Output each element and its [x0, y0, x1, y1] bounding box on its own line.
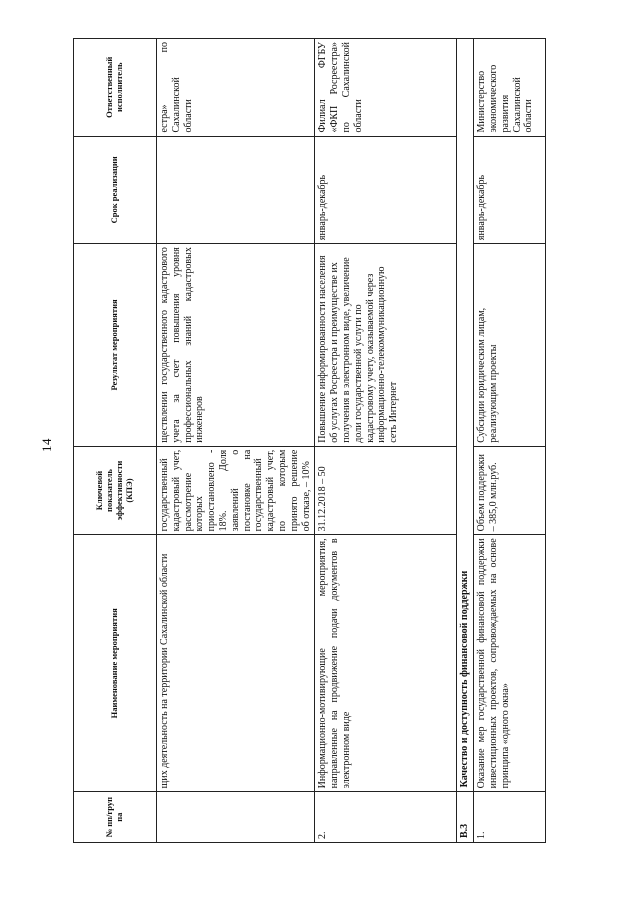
row-result: ществлении государственного кадастрового учета за счет повышения уровня профессиональных знаний кадастровых инженеров	[157, 244, 315, 447]
row-name: Информационно-мотивирующие мероприятия, направленные на продвижение подачи документов в электронном виде	[315, 535, 457, 792]
row-name: Оказание мер государственной финансовой поддержки инвестиционных проектов, сопровождаемых на основе принципа «одного окна»	[474, 535, 546, 792]
row-name: щих деятельность на территории Сахалинской области	[157, 535, 315, 792]
table-row	[315, 39, 457, 843]
row-term	[157, 136, 315, 244]
events-table	[73, 38, 546, 843]
header-kpi: Ключевой показатель эффективности (КПЭ)	[74, 446, 157, 535]
row-num: 2.	[315, 792, 457, 843]
table-wrapper	[73, 38, 588, 843]
section-num: В.3	[457, 792, 474, 843]
row-kpi: 31.12.2018 – 50	[315, 446, 457, 535]
rotated-table-container	[73, 38, 588, 843]
row-responsible: Министерство экономического развития Сахалинской области	[474, 39, 546, 137]
table-row	[474, 39, 546, 843]
row-num: 1.	[474, 792, 546, 843]
page-number: 14	[39, 438, 54, 452]
table-header-row	[74, 39, 157, 843]
row-kpi: государственный кадастровый учет, рассмотрение которых приостановлено - 18%. Доля заявлений о постановке на государственный кадастровый учет, по которым принято решение об отказе, – 10%	[157, 446, 315, 535]
header-responsible: Ответственный исполнитель	[74, 39, 157, 137]
row-term: январь-декабрь	[315, 136, 457, 244]
section-row	[457, 39, 474, 843]
header-term: Срок реализации	[74, 136, 157, 244]
header-result: Результат мероприятия	[74, 244, 157, 447]
row-num	[157, 792, 315, 843]
header-name: Наименование мероприятия	[74, 535, 157, 792]
section-title: Качество и доступность финансовой поддержки	[457, 39, 474, 792]
row-responsible: Филиал ФГБУ «ФКП Росреестра» по Сахалинской области	[315, 39, 457, 137]
row-responsible: естра» по Сахалинской области	[157, 39, 315, 137]
row-result: Субсидии юридическим лицам, реализующим проекты	[474, 244, 546, 447]
table-row	[157, 39, 315, 843]
header-num: № пп/груп па	[74, 792, 157, 843]
row-term: январь-декабрь	[474, 136, 546, 244]
row-kpi: Объем поддержки – 385,0 млн.руб.	[474, 446, 546, 535]
row-result: Повышение информированности населения об услугах Росреестра и преимуществе их получения в электронном виде, увеличение доли государственной услуги по кадастровому учету, оказываемой через информационно-телекоммуникационную сеть Интернет	[315, 244, 457, 447]
